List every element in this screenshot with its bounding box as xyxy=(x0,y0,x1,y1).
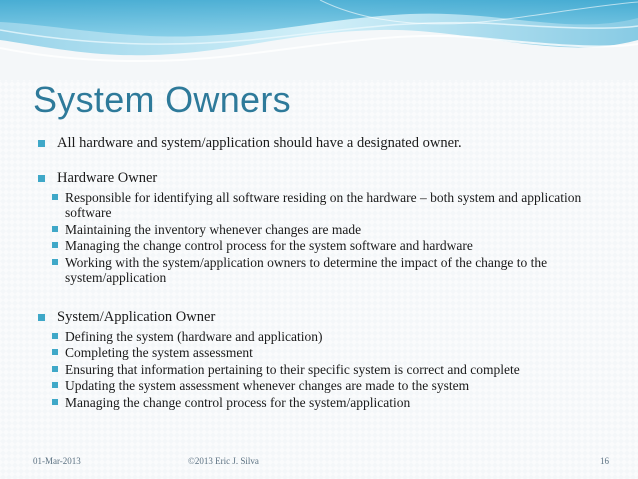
sub-bullet xyxy=(38,190,598,220)
bullet-square-icon xyxy=(38,175,45,182)
bullet-system-application-owner xyxy=(38,309,598,326)
footer-copyright: ©2013 Eric J. Silva xyxy=(188,456,259,466)
sub-bullet xyxy=(38,329,598,344)
bullet-square-icon xyxy=(38,140,45,147)
bullet-text: Hardware Owner xyxy=(57,170,158,186)
sub-bullet-square-icon xyxy=(52,349,58,355)
sub-bullet-text: Updating the system assessment whenever changes are made to the system xyxy=(65,378,470,393)
bullet-text: System/Application Owner xyxy=(57,308,216,325)
sub-bullet-square-icon xyxy=(52,242,58,248)
sub-bullet-square-icon xyxy=(52,194,58,200)
sub-bullet xyxy=(38,345,598,360)
header-wave-decoration xyxy=(0,0,638,80)
sub-bullet-square-icon xyxy=(52,333,58,339)
sub-bullet-square-icon xyxy=(52,366,58,372)
sub-bullet xyxy=(38,362,598,377)
bullet-text: All hardware and system/application should have a designated owner. xyxy=(57,135,462,151)
sub-bullet-text: Managing the change control process for the system software and hardware xyxy=(65,238,473,253)
sub-bullet-text: Ensuring that information pertaining to their specific system is correct and complete xyxy=(65,361,520,377)
sub-bullet-text: Maintaining the inventory whenever changes are made xyxy=(65,221,362,237)
sub-bullet-text: Responsible for identifying all software residing on the hardware – both system and application software xyxy=(65,190,582,220)
sub-bullet-text: Completing the system assessment xyxy=(65,345,253,360)
sub-bullet xyxy=(38,222,598,237)
bullet-hardware-owner xyxy=(38,170,598,187)
sub-bullet-square-icon xyxy=(52,259,58,265)
sub-bullet xyxy=(38,238,598,253)
sub-bullet-text: Working with the system/application owners to determine the impact of the change to the system/application xyxy=(65,254,548,285)
slide-footer xyxy=(0,456,638,472)
sub-bullet-square-icon xyxy=(52,382,58,388)
slide-title: System Owners xyxy=(33,79,291,120)
sub-bullet xyxy=(38,255,598,285)
sub-bullet-text: Managing the change control process for the system/application xyxy=(65,394,411,410)
sub-bullet xyxy=(38,378,598,393)
footer-page-number: 16 xyxy=(600,456,609,466)
sub-bullet xyxy=(38,395,598,410)
bullet-square-icon xyxy=(38,314,45,321)
sub-bullet-text: Defining the system (hardware and application) xyxy=(65,328,323,344)
sub-bullet-square-icon xyxy=(52,226,58,232)
footer-date: 01-Mar-2013 xyxy=(33,456,81,466)
bullet-designated-owner xyxy=(38,135,598,152)
bullet-content xyxy=(38,135,598,410)
sub-bullet-square-icon xyxy=(52,399,58,405)
